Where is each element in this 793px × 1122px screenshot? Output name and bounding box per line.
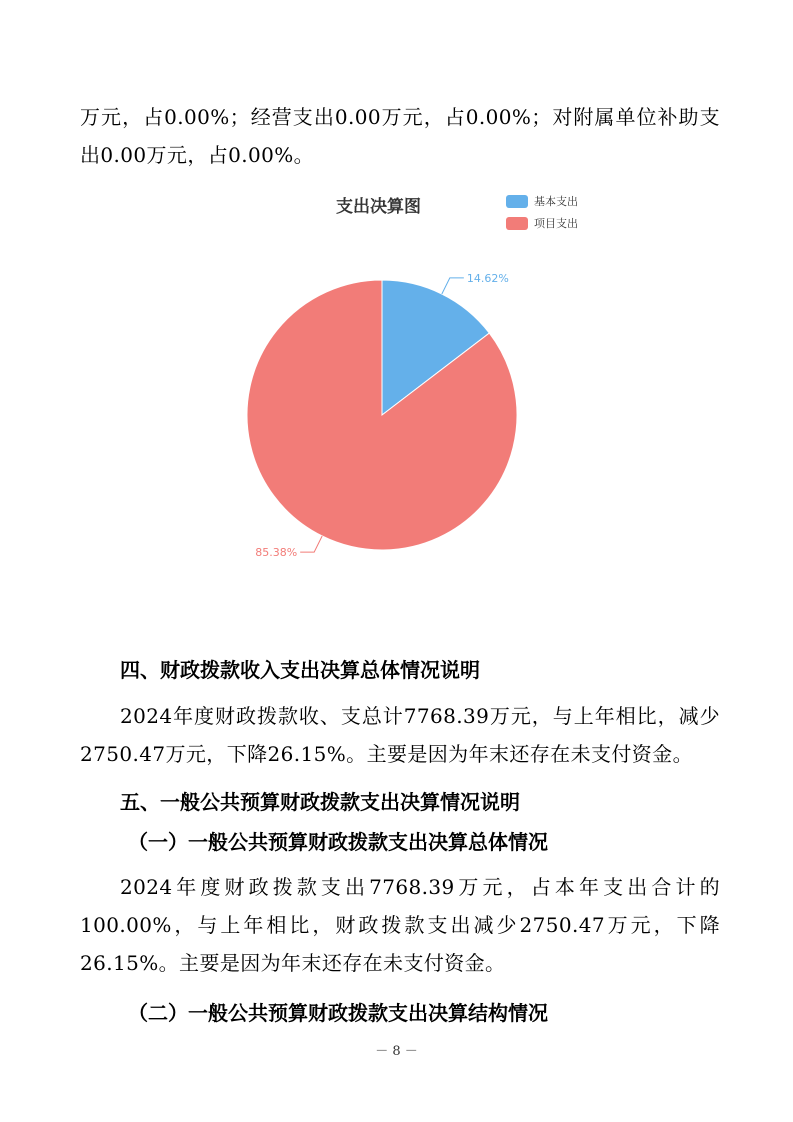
- section5-sub1-heading: （一）一般公共预算财政拨款支出决算总体情况: [128, 830, 548, 854]
- pie-leader-line-0: [442, 278, 464, 294]
- intro-paragraph: 万元，占0.00%；经营支出0.00万元，占0.00%；对附属单位补助支出0.00万元，占0.00%。: [80, 105, 720, 167]
- section5-sub2-heading: （二）一般公共预算财政拨款支出决算结构情况: [128, 1001, 548, 1025]
- pie-label-1: 85.38%: [255, 546, 298, 560]
- section4-body: 2024年度财政拨款收、支总计7768.39万元，与上年相比，减少2750.47万元，下降26.15%。主要是因为年末还存在未支付资金。: [80, 704, 720, 766]
- page-number: － 8 －: [375, 1044, 418, 1059]
- section4-heading: 四、财政拨款收入支出决算总体情况说明: [120, 658, 480, 682]
- pie-label-0: 14.62%: [466, 271, 509, 285]
- legend-label-project: 项目支出: [534, 217, 578, 230]
- section5-heading: 五、一般公共预算财政拨款支出决算情况说明: [120, 790, 520, 814]
- chart-title: 支出决算图: [336, 197, 421, 217]
- legend-label-basic: 基本支出: [534, 195, 578, 208]
- section5-sub1-body: 2024年度财政拨款支出7768.39万元，占本年支出合计的100.00%，与上年相比，财政拨款支出减少2750.47万元，下降26.15%。主要是因为年末还存在未支付资金。: [80, 875, 720, 975]
- pie-leader-line-1: [300, 536, 322, 552]
